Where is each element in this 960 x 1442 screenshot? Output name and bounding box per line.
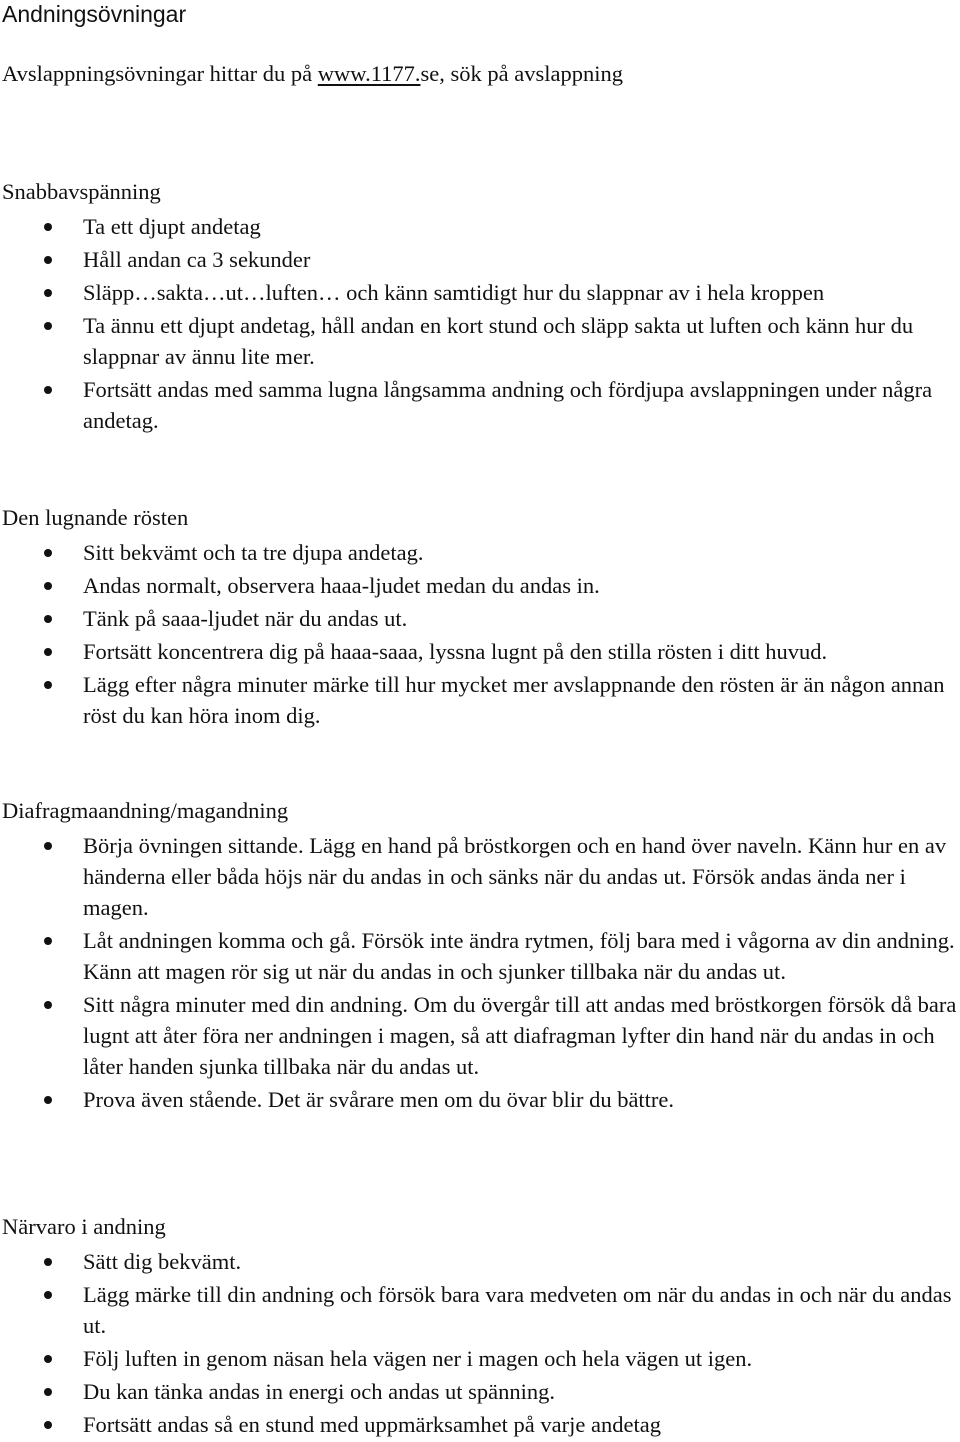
- bullet-icon: [44, 648, 52, 656]
- bullet-icon: [44, 1355, 52, 1363]
- section-narvaro-i-andning: [0, 1211, 960, 1442]
- list-item: [0, 636, 960, 667]
- list-item-text: Fortsätt andas så en stund med uppmärksamhet på varje andetag: [83, 1412, 661, 1437]
- list-item-text: Sitt bekvämt och ta tre djupa andetag.: [83, 540, 424, 565]
- bullet-icon: [44, 1291, 52, 1299]
- bullet-icon: [44, 1001, 52, 1009]
- section-heading: Närvaro i andning: [2, 1214, 166, 1239]
- bullet-icon: [44, 322, 52, 330]
- section-heading: Diafragmaandning/magandning: [2, 798, 289, 823]
- list-item-text: Du kan tänka andas in energi och andas ut spänning.: [83, 1379, 555, 1404]
- intro-link[interactable]: www.1177.: [317, 61, 421, 86]
- list-item-text: Håll andan ca 3 sekunder: [83, 247, 311, 272]
- section-snabbavspanning: [0, 176, 960, 438]
- list-item: [0, 570, 960, 601]
- list-item-text: Lägg märke till din andning och försök bara vara medveten om när du andas in och när du andas ut.: [83, 1282, 952, 1338]
- section-den-lugnande-rosten: [0, 502, 960, 733]
- bullet-list: [0, 211, 960, 436]
- bullet-icon: [44, 386, 52, 394]
- bullet-icon: [44, 1388, 52, 1396]
- bullet-icon: [44, 681, 52, 689]
- list-item-text: Börja övningen sittande. Lägg en hand på bröstkorgen och en hand över naveln. Känn hur en av händerna eller båda höjs när du andas in och sänks när du andas ut. Försök andas ända ner i magen.: [83, 833, 947, 920]
- list-item: [0, 1409, 960, 1440]
- list-item: [0, 374, 960, 436]
- list-item: [0, 1376, 960, 1407]
- list-item-text: Sätt dig bekvämt.: [83, 1249, 242, 1274]
- bullet-icon: [44, 223, 52, 231]
- section-heading: Den lugnande rösten: [2, 505, 189, 530]
- list-item-text: Låt andningen komma och gå. Försök inte ändra rytmen, följ bara med i vågorna av din andning. Känn att magen rör sig ut när du andas in och sjunker tillbaka när du andas ut.: [83, 928, 955, 984]
- list-item-text: Sitt några minuter med din andning. Om du övergår till att andas med bröstkorgen försök då bara lugnt att åter föra ner andningen i magen, så att diafragman lyfter din hand när du andas in och låter handen sjunka tillbaka när du andas ut.: [83, 992, 957, 1079]
- list-item: [0, 1084, 960, 1115]
- bullet-list: [0, 1246, 960, 1440]
- bullet-icon: [44, 1258, 52, 1266]
- list-item-text: Släpp…sakta…ut…luften… och känn samtidigt hur du slappnar av i hela kroppen: [83, 280, 825, 305]
- list-item-text: Fortsätt koncentrera dig på haaa-saaa, lyssna lugnt på den stilla rösten i ditt huvud.: [83, 639, 828, 664]
- list-item: [0, 277, 960, 308]
- bullet-icon: [44, 1096, 52, 1104]
- list-item-text: Fortsätt andas med samma lugna långsamma andning och fördjupa avslappningen under några andetag.: [83, 377, 933, 433]
- list-item: [0, 211, 960, 242]
- list-item: [0, 310, 960, 372]
- list-item: [0, 925, 960, 987]
- intro-suffix: se, sök på avslappning: [420, 61, 623, 86]
- list-item-text: Lägg efter några minuter märke till hur mycket mer avslappnande den rösten är än någon annan röst du kan höra inom dig.: [83, 672, 945, 728]
- list-item: [0, 669, 960, 731]
- bullet-icon: [44, 615, 52, 623]
- list-item-text: Tänk på saaa-ljudet när du andas ut.: [83, 606, 408, 631]
- bullet-icon: [44, 842, 52, 850]
- bullet-icon: [44, 549, 52, 557]
- list-item-text: Andas normalt, observera haaa-ljudet medan du andas in.: [83, 573, 600, 598]
- list-item-text: Ta ett djupt andetag: [83, 214, 261, 239]
- list-item: [0, 1279, 960, 1341]
- bullet-icon: [44, 937, 52, 945]
- list-item: [0, 603, 960, 634]
- bullet-list: [0, 830, 960, 1115]
- section-diafragmaandning: [0, 795, 960, 1117]
- list-item: [0, 989, 960, 1082]
- list-item: [0, 537, 960, 568]
- bullet-icon: [44, 256, 52, 264]
- section-heading: Snabbavspänning: [2, 179, 161, 204]
- bullet-list: [0, 537, 960, 731]
- intro-paragraph: [2, 60, 623, 88]
- list-item: [0, 830, 960, 923]
- list-item-text: Följ luften in genom näsan hela vägen ner i magen och hela vägen ut igen.: [83, 1346, 753, 1371]
- list-item-text: Ta ännu ett djupt andetag, håll andan en kort stund och släpp sakta ut luften och känn hur du slappnar av ännu lite mer.: [83, 313, 914, 369]
- bullet-icon: [44, 1421, 52, 1429]
- bullet-icon: [44, 582, 52, 590]
- list-item: [0, 244, 960, 275]
- list-item: [0, 1246, 960, 1277]
- page-title: Andningsövningar: [2, 1, 187, 27]
- list-item: [0, 1343, 960, 1374]
- intro-prefix: Avslappningsövningar hittar du på: [2, 61, 318, 86]
- list-item-text: Prova även stående. Det är svårare men om du övar blir du bättre.: [83, 1087, 675, 1112]
- bullet-icon: [44, 289, 52, 297]
